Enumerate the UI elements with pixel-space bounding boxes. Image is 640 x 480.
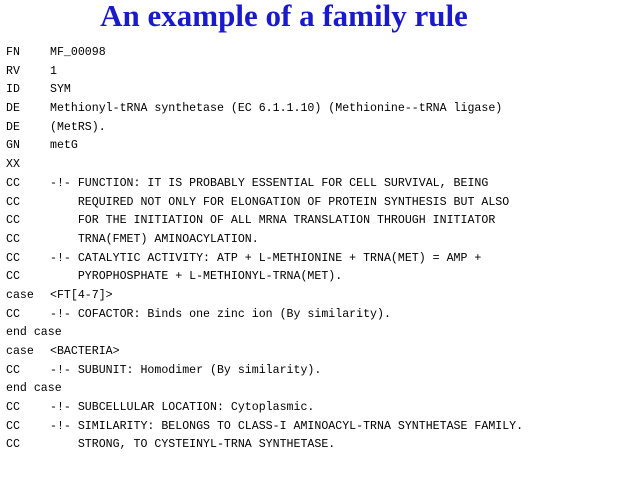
line-text: -!- FUNCTION: IT IS PROBABLY ESSENTIAL FOR CELL SURVIVAL, BEING — [50, 176, 489, 190]
record-line — [6, 212, 636, 231]
line-code: case — [6, 288, 34, 302]
record-line — [6, 44, 636, 63]
line-code: case — [6, 345, 34, 358]
line-code: RV — [6, 64, 20, 78]
line-text: Methionyl-tRNA synthetase (EC 6.1.1.10) (Methionine--tRNA ligase) — [50, 102, 503, 116]
line-text: -!- SUBUNIT: Homodimer (By similarity). — [50, 363, 322, 377]
record-line — [6, 231, 636, 250]
record-line — [6, 175, 636, 194]
line-text: MF_00098 — [50, 46, 106, 59]
line-code: end case — [6, 326, 62, 340]
record-line — [6, 380, 636, 399]
line-text: <BACTERIA> — [50, 345, 120, 358]
record-line — [6, 343, 636, 362]
line-text: metG — [50, 139, 78, 153]
line-code: ID — [6, 83, 20, 97]
line-text: PYROPHOSPHATE + L-METHIONYL-TRNA(MET). — [50, 270, 343, 284]
line-code: CC — [6, 195, 20, 209]
line-code: DE — [6, 120, 20, 134]
family-rule-record — [6, 44, 636, 455]
record-line — [6, 250, 636, 269]
line-text: TRNA(FMET) AMINOACYLATION. — [50, 232, 259, 246]
record-line — [6, 119, 636, 138]
line-text: <FT[4-7]> — [50, 288, 113, 302]
record-line — [6, 287, 636, 306]
record-line — [6, 399, 636, 418]
line-code: XX — [6, 158, 20, 172]
line-code: CC — [6, 176, 20, 190]
line-text: FOR THE INITIATION OF ALL MRNA TRANSLATION THROUGH INITIATOR — [50, 214, 496, 228]
record-line — [6, 362, 636, 381]
line-code: CC — [6, 438, 20, 452]
line-text: SYM — [50, 83, 71, 97]
line-code: GN — [6, 139, 20, 153]
line-code: CC — [6, 270, 20, 284]
line-code: CC — [6, 251, 20, 265]
line-code: CC — [6, 232, 20, 246]
line-code: CC — [6, 419, 20, 433]
line-text: 1 — [50, 64, 57, 78]
record-line — [6, 137, 636, 156]
record-line — [6, 194, 636, 213]
record-line — [6, 81, 636, 100]
line-code: CC — [6, 363, 20, 377]
line-text: (MetRS). — [50, 120, 106, 134]
line-code: CC — [6, 401, 20, 415]
line-text: -!- SIMILARITY: BELONGS TO CLASS-I AMINOACYL-TRNA SYNTHETASE FAMILY. — [50, 419, 524, 433]
record-line — [6, 63, 636, 82]
line-code: DE — [6, 102, 20, 116]
line-text: -!- COFACTOR: Binds one zinc ion (By similarity). — [50, 307, 391, 321]
record-line — [6, 418, 636, 437]
slide-title: An example of a family rule — [100, 0, 468, 33]
record-line — [6, 156, 636, 175]
record-line — [6, 306, 636, 325]
line-code: end case — [6, 382, 62, 396]
line-code: CC — [6, 307, 20, 321]
record-line — [6, 324, 636, 343]
line-text: REQUIRED NOT ONLY FOR ELONGATION OF PROTEIN SYNTHESIS BUT ALSO — [50, 195, 510, 209]
record-line — [6, 268, 636, 287]
line-text: STRONG, TO CYSTEINYL-TRNA SYNTHETASE. — [50, 438, 336, 452]
record-line — [6, 436, 636, 455]
line-text: -!- SUBCELLULAR LOCATION: Cytoplasmic. — [50, 401, 315, 415]
line-code: CC — [6, 214, 20, 228]
line-text: -!- CATALYTIC ACTIVITY: ATP + L-METHIONINE + TRNA(MET) = AMP + — [50, 251, 482, 265]
record-line — [6, 100, 636, 119]
line-code: FN — [6, 46, 20, 59]
